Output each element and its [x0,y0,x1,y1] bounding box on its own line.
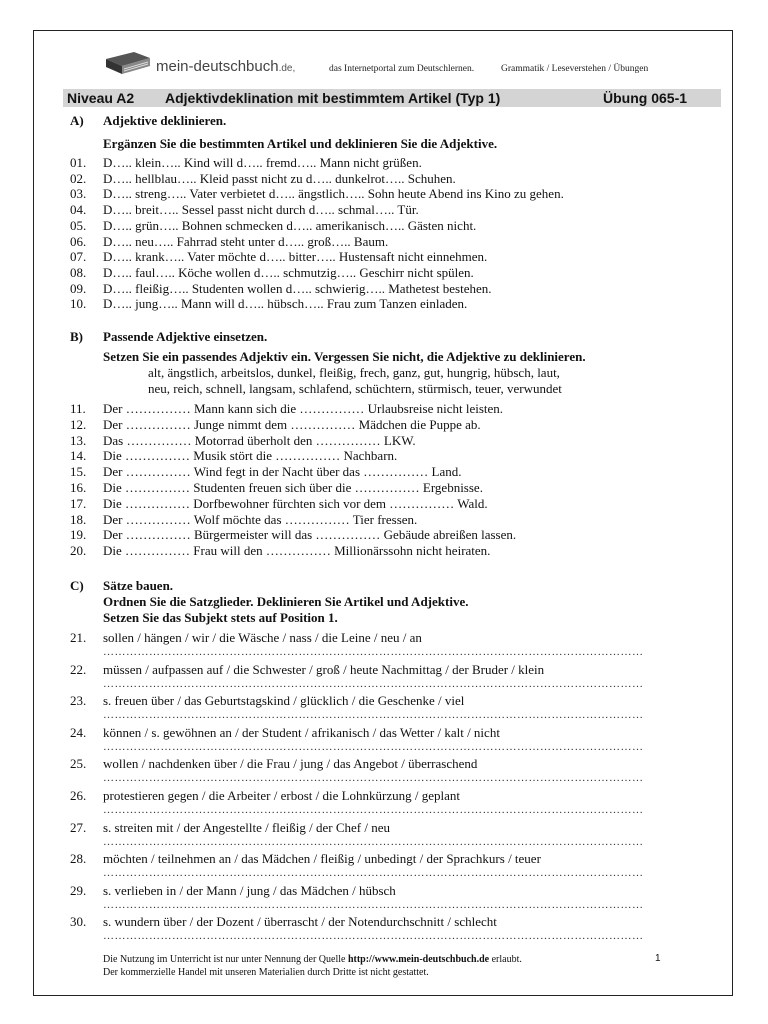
sentence-parts: sollen / hängen / wir / die Wäsche / nass / die Leine / neu / an [103,630,422,645]
section-c-instruction-2: Setzen Sie das Subjekt stets auf Position 1. [103,610,338,625]
item-text[interactable]: Der …………… Wind fegt in der Nacht über das …………… Land. [103,464,462,480]
site-tagline: das Internetportal zum Deutschlernen. [329,64,475,74]
word-bank-line-2: neu, reich, schnell, langsam, schlafend, schüchtern, stürmisch, teuer, verwundet [148,381,562,396]
answer-line[interactable]: …………………………………………………………………………………………………………………………… [103,804,644,816]
item-text[interactable]: Die …………… Dorfbewohner fürchten sich vor dem …………… Wald. [103,495,488,511]
sentence-parts: möchten / teilnehmen an / das Mädchen / fleißig / unbedingt / der Sprachkurs / teuer [103,851,541,867]
item-text[interactable]: D….. grün….. Bohnen schmecken d….. amerikanisch….. Gästen nicht. [103,217,477,233]
sentence-parts: müssen / aufpassen auf / die Schwester / groß / heute Nachmittag / der Bruder / klein [103,661,545,677]
item-number: 16. [70,480,87,495]
item-text[interactable]: Der …………… Wolf möchte das …………… Tier fressen. [103,511,418,527]
item-text[interactable]: Der …………… Mann kann sich die …………… Urlaubsreise nicht leisten. [103,401,504,416]
item-number: 11. [70,401,86,416]
item-number: 04. [70,202,87,218]
item-number: 12. [70,416,87,432]
footer-source-note: Die Nutzung im Unterricht ist nur unter Nennung der Quelle [103,954,346,965]
sentence-parts: wollen / nachdenken über / die Frau / jung / das Angebot / überraschend [103,756,478,772]
sentence-parts: s. streiten mit / der Angestellte / fleißig / der Chef / neu [103,819,391,835]
footer-line-2: Der kommerzielle Handel mit unseren Materialien durch Dritte ist nicht gestattet. [103,967,429,978]
section-c-title: Sätze bauen. [103,578,174,593]
answer-line[interactable]: …………………………………………………………………………………………………………………………… [103,930,644,943]
answer-line[interactable]: …………………………………………………………………………………………………………………………… [103,867,644,880]
title-bar [63,89,721,107]
exercise-number: Übung 065-1 [603,90,688,106]
answer-line[interactable]: …………………………………………………………………………………………………………………………… [103,709,644,722]
footer [103,953,522,979]
answer-line[interactable]: …………………………………………………………………………………………………………………………… [103,646,644,658]
item-text[interactable]: D….. klein….. Kind will d….. fremd….. Mann nicht grüßen. [103,155,422,170]
item-number: 27. [70,819,87,835]
sentence-parts: s. freuen über / das Geburtstagskind / glücklich / die Geschenke / viel [103,693,465,709]
site-topics: Grammatik / Leseverstehen / Übungen [501,64,649,74]
item-text[interactable]: D….. neu….. Fahrrad steht unter d….. groß….. Baum. [103,233,389,249]
item-number: 09. [70,280,87,296]
item-number: 10. [70,296,87,312]
section-a-instruction: Ergänzen Sie die bestimmten Artikel und deklinieren Sie die Adjektive. [103,136,498,151]
logo-main: mein-deutschbuch [156,58,279,75]
item-number: 17. [70,495,87,511]
item-number: 19. [70,527,87,543]
item-text[interactable]: D….. fleißig….. Studenten wollen d….. schwierig….. Mathetest bestehen. [103,280,492,296]
section-b-instruction: Setzen Sie ein passendes Adjektiv ein. Vergessen Sie nicht, die Adjektive zu deklinieren. [103,349,586,364]
item-number: 29. [70,882,87,898]
item-text[interactable]: Die …………… Musik stört die …………… Nachbarn. [103,448,398,464]
item-number: 01. [70,155,87,170]
sentence-parts: können / s. gewöhnen an / der Student / afrikanisch / das Wetter / kalt / nicht [103,724,500,740]
item-number: 20. [70,543,87,559]
item-number: 14. [70,448,87,464]
answer-line[interactable]: …………………………………………………………………………………………………………………………… [103,772,644,785]
item-text[interactable]: Die …………… Frau will den …………… Millionärssohn nicht heiraten. [103,543,491,559]
item-number: 06. [70,233,87,249]
sentence-parts: s. verlieben in / der Mann / jung / das Mädchen / hübsch [103,882,396,898]
answer-line[interactable]: …………………………………………………………………………………………………………………………… [103,898,644,911]
sentence-parts: s. wundern über / der Dozent / überrascht / der Notendurchschnitt / schlecht [103,914,497,930]
item-text[interactable]: D….. faul….. Köche wollen d….. schmutzig….. Geschirr nicht spülen. [103,264,474,280]
item-number: 13. [70,432,87,448]
item-number: 23. [70,693,87,709]
item-text[interactable]: Der …………… Junge nimmt dem …………… Mädchen die Puppe ab. [103,416,481,432]
level-label: Niveau A2 [67,90,135,106]
item-number: 22. [70,661,87,677]
item-text[interactable]: D….. jung….. Mann will d….. hübsch….. Frau zum Tanzen einladen. [103,296,468,312]
item-number: 18. [70,511,87,527]
footer-url: http://www.mein-deutschbuch.de [347,954,490,965]
site-header [104,50,704,80]
answer-line[interactable]: …………………………………………………………………………………………………………………………… [103,835,644,848]
answer-line[interactable]: …………………………………………………………………………………………………………………………… [103,740,644,753]
item-text[interactable]: Der …………… Bürgermeister will das …………… Gebäude abreißen lassen. [103,527,517,543]
item-number: 08. [70,264,87,280]
item-number: 24. [70,724,87,740]
worksheet-title: Adjektivdeklination mit bestimmtem Artikel (Typ 1) [165,90,501,106]
item-number: 28. [70,851,87,867]
sentence-parts: protestieren gegen / die Arbeiter / erbost / die Lohnkürzung / geplant [103,788,461,803]
item-number: 05. [70,217,87,233]
item-number: 21. [70,630,87,645]
site-logo-text [156,58,295,75]
section-c-letter: C) [70,578,84,593]
answer-line[interactable]: …………………………………………………………………………………………………………………………… [103,677,644,690]
item-text[interactable]: D….. hellblau….. Kleid passt nicht zu d….. dunkelrot….. Schuhen. [103,170,456,186]
item-text[interactable]: D….. breit….. Sessel passt nicht durch d….. schmal….. Tür. [103,202,419,218]
item-number: 02. [70,170,87,186]
item-number: 26. [70,788,87,803]
item-text[interactable]: D….. krank….. Vater möchte d….. bitter….. Hustensaft nicht einnehmen. [103,249,488,265]
item-text[interactable]: Die …………… Studenten freuen sich über die …………… Ergebnisse. [103,480,483,495]
footer-line-1 [103,953,522,966]
section-b-title: Passende Adjektive einsetzen. [103,329,268,344]
item-number: 30. [70,914,87,930]
item-text[interactable]: Das …………… Motorrad überholt den …………… LKW. [103,432,416,448]
item-number: 07. [70,249,87,265]
section-a-title: Adjektive deklinieren. [103,113,227,128]
section-b-letter: B) [70,329,83,344]
item-text[interactable]: D….. streng….. Vater verbietet d….. ängstlich….. Sohn heute Abend ins Kino zu gehen. [103,186,564,202]
page-number: 1 [655,953,661,964]
item-number: 03. [70,186,87,202]
item-number: 25. [70,756,87,772]
logo-tld: .de, [278,63,296,74]
book-logo-icon [104,50,152,76]
footer-allowed: erlaubt. [491,954,522,965]
word-bank-line-1: alt, ängstlich, arbeitslos, dunkel, fleißig, frech, ganz, gut, hungrig, hübsch, laut, [148,365,560,380]
item-number: 15. [70,464,87,480]
section-a-letter: A) [70,113,84,128]
section-c-instruction-1: Ordnen Sie die Satzglieder. Deklinieren Sie Artikel und Adjektive. [103,594,469,609]
